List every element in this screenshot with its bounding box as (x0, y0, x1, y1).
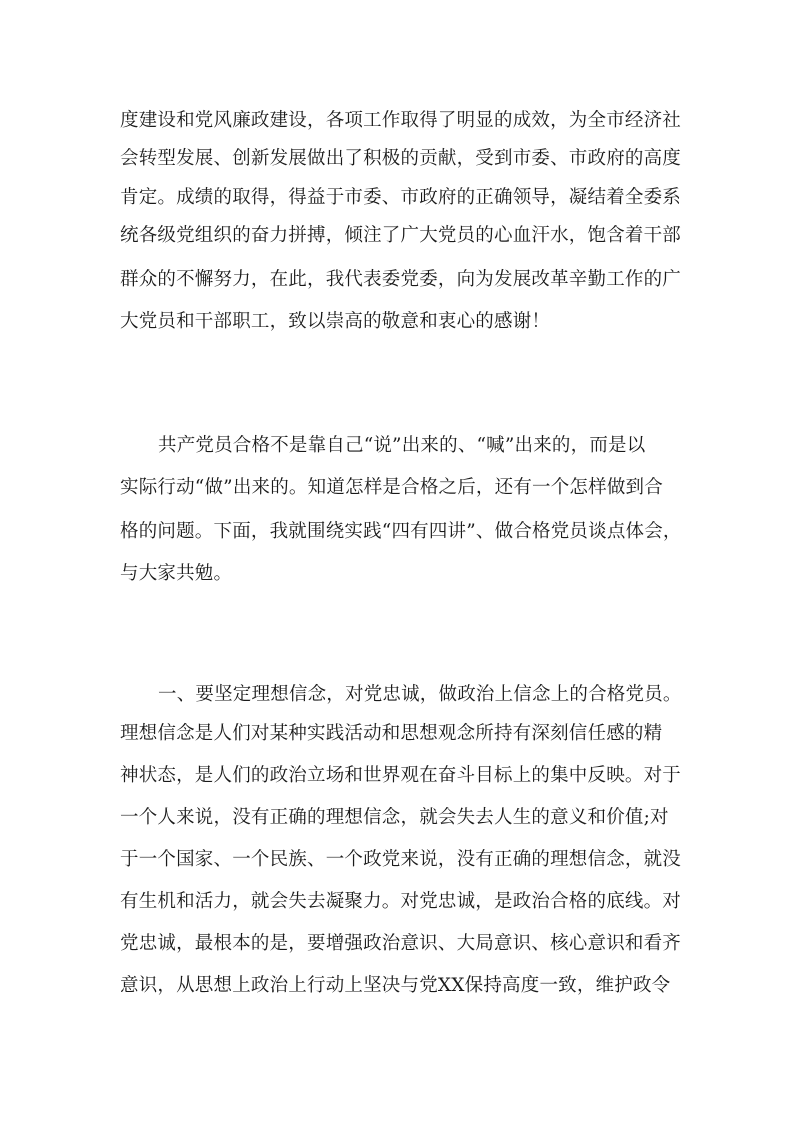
paragraph-3-line-5: 于一个国家、一个民族、一个政党来说，没有正确的理想信念，就没 (120, 849, 682, 870)
paragraph-3-line-3: 神状态，是人们的政治立场和世界观在奋斗目标上的集中反映。对于 (120, 765, 682, 786)
paragraph-1-line-1: 度建设和党风廉政建设，各项工作取得了明显的成效，为全市经济社 (120, 110, 682, 131)
paragraph-3-line-2: 理想信念是人们对某种实践活动和思想观念所持有深刻信任感的精 (120, 723, 663, 744)
paragraph-3-line-8: 意识，从思想上政治上行动上坚决与党XX保持高度一致，维护政令 (120, 975, 671, 996)
paragraph-2-line-4: 与大家共勉。 (120, 563, 233, 584)
paragraph-3-line-4: 一个人来说，没有正确的理想信念，就会失去人生的意义和价值;对 (120, 807, 669, 828)
paragraph-2-line-1: 共产党员合格不是靠自己“说”出来的、“喊”出来的，而是以 (158, 435, 646, 456)
paragraph-3-line-1: 一、要坚定理想信念，对党忠诚，做政治上信念上的合格党员。 (158, 684, 682, 705)
paragraph-1-line-3: 肯定。成绩的取得，得益于市委、市政府的正确领导，凝结着全委系 (120, 187, 682, 208)
paragraph-1-line-6: 大党员和干部职工，致以崇高的敬意和衷心的感谢！ (120, 311, 551, 332)
paragraph-3-line-6: 有生机和活力，就会失去凝聚力。对党忠诚，是政治合格的底线。对 (120, 891, 682, 912)
paragraph-1-line-2: 会转型发展、创新发展做出了积极的贡献，受到市委、市政府的高度 (120, 148, 682, 169)
paragraph-2-line-3: 格的问题。下面，我就围绕实践“四有四讲”、做合格党员谈点体会， (120, 521, 682, 542)
paragraph-1-line-4: 统各级党组织的奋力拼搏，倾注了广大党员的心血汗水，饱含着干部 (120, 225, 682, 246)
paragraph-3-line-7: 党忠诚，最根本的是，要增强政治意识、大局意识、核心意识和看齐 (120, 933, 682, 954)
paragraph-2-line-2: 实际行动“做”出来的。知道怎样是合格之后，还有一个怎样做到合 (120, 477, 663, 498)
paragraph-1-line-5: 群众的不懈努力，在此，我代表委党委，向为发展改革辛勤工作的广 (120, 269, 682, 290)
